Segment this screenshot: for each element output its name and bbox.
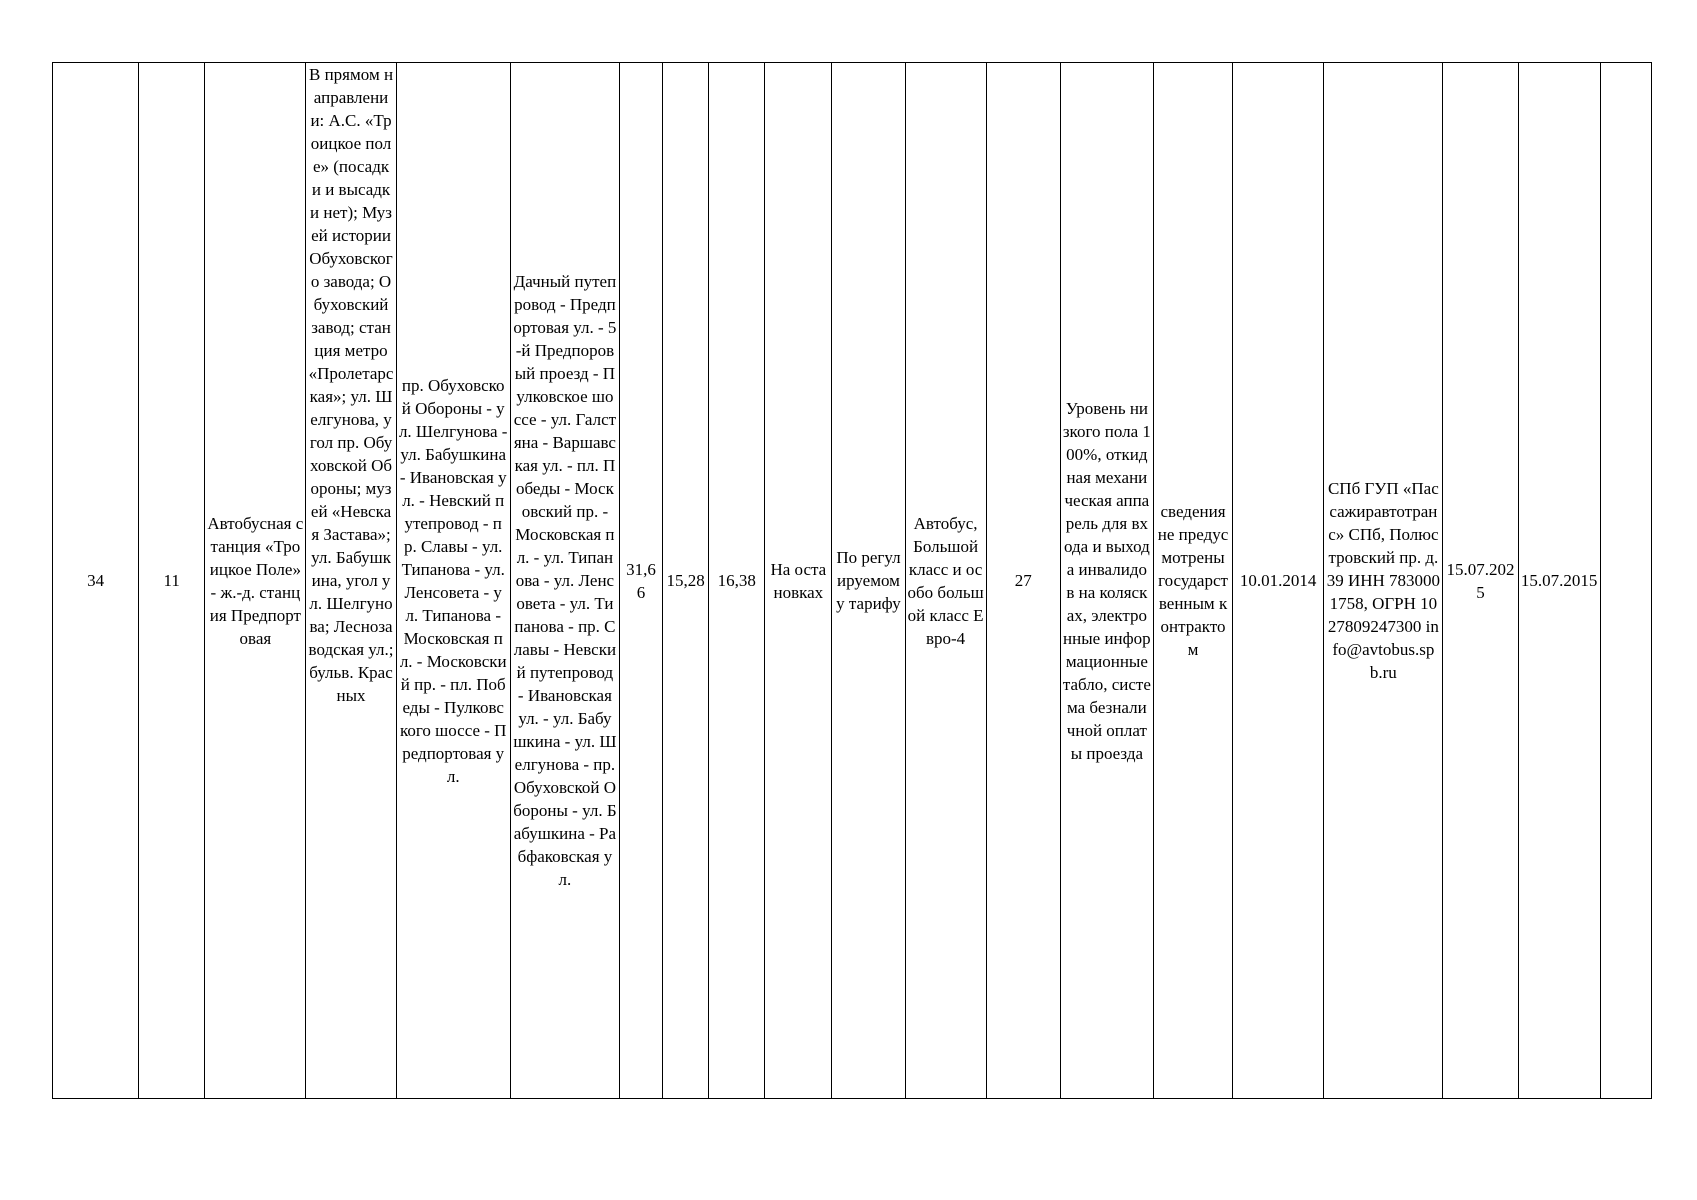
cell-date-1: 15.07.2025: [1443, 63, 1518, 1099]
table-row: [53, 63, 1652, 1099]
cell-contract: сведения не предусмотрены государственным контрактом: [1153, 63, 1232, 1099]
cell-stops: [306, 63, 396, 1099]
cell-features: Уровень низкого пола 100%, откидная механическая аппарель для входа и выхода инвалидов на колясках, электронные информационные табло, система безналичной оплаты проезда: [1060, 63, 1153, 1099]
cell-date-2: 15.07.2015: [1518, 63, 1600, 1099]
cell-row-number: 34: [53, 63, 139, 1099]
cell-start-date: 10.01.2014: [1233, 63, 1324, 1099]
cell-route-name: Автобусная станция «Троицкое Поле» - ж.-д. станция Предпортовая: [205, 63, 306, 1099]
cell-tariff: По регулируемому тарифу: [832, 63, 905, 1099]
route-registry-table: [52, 62, 1652, 1099]
cell-length-other: 16,38: [709, 63, 765, 1099]
cell-length-backward: 15,28: [663, 63, 709, 1099]
cell-length-forward: 31,66: [620, 63, 663, 1099]
cell-last: [1600, 63, 1651, 1099]
cell-boarding-order: На остановках: [765, 63, 832, 1099]
cell-streets-backward: Дачный путепровод - Предпортовая ул. - 5-й Предпоровый проезд - Пулковское шоссе - ул. Галстяна - Варшавская ул. - пл. Победы - Московский пр. - Московская пл. - ул. Типанова - ул. Ленсовета - ул. Типанова - пр. Славы - Невский путепровод - Ивановская ул. - ул. Бабушкина - ул. Шелгунова - пр. Обуховской Обороны - ул. Бабушкина - Рабфаковская ул.: [510, 63, 619, 1099]
stops-text: В прямом направлении: А.С. «Троицкое поле» (посадки и высадки нет); Музей истории Обуховского завода; Обуховский завод; станция метро «Пролетарская»; ул. Шелгунова, угол пр. Обуховской Обороны; музей «Невская Застава»; ул. Бабушкина, угол ул. Шелгунова; Лесноза водская ул.; бульв. Красных: [308, 65, 394, 705]
cell-vehicle: Автобус, Большой класс и особо большой класс Евро-4: [905, 63, 986, 1099]
cell-carrier: СПб ГУП «Пассажиравтотранс» СПб, Полюстровский пр. д.39 ИНН 7830001758, ОГРН 1027809247300 info@avtobus.spb.ru: [1324, 63, 1443, 1099]
cell-vehicle-count: 27: [986, 63, 1060, 1099]
cell-streets-forward: пр. Обуховской Обороны - ул. Шелгунова - ул. Бабушкина - Ивановская ул. - Невский путепровод - пр. Славы - ул. Типанова - ул. Ленсовета - ул. Типанова - Московская пл. - Московский пр. - пл. Победы - Пулковского шоссе - Предпортовая ул.: [396, 63, 510, 1099]
cell-route-number: 11: [139, 63, 205, 1099]
